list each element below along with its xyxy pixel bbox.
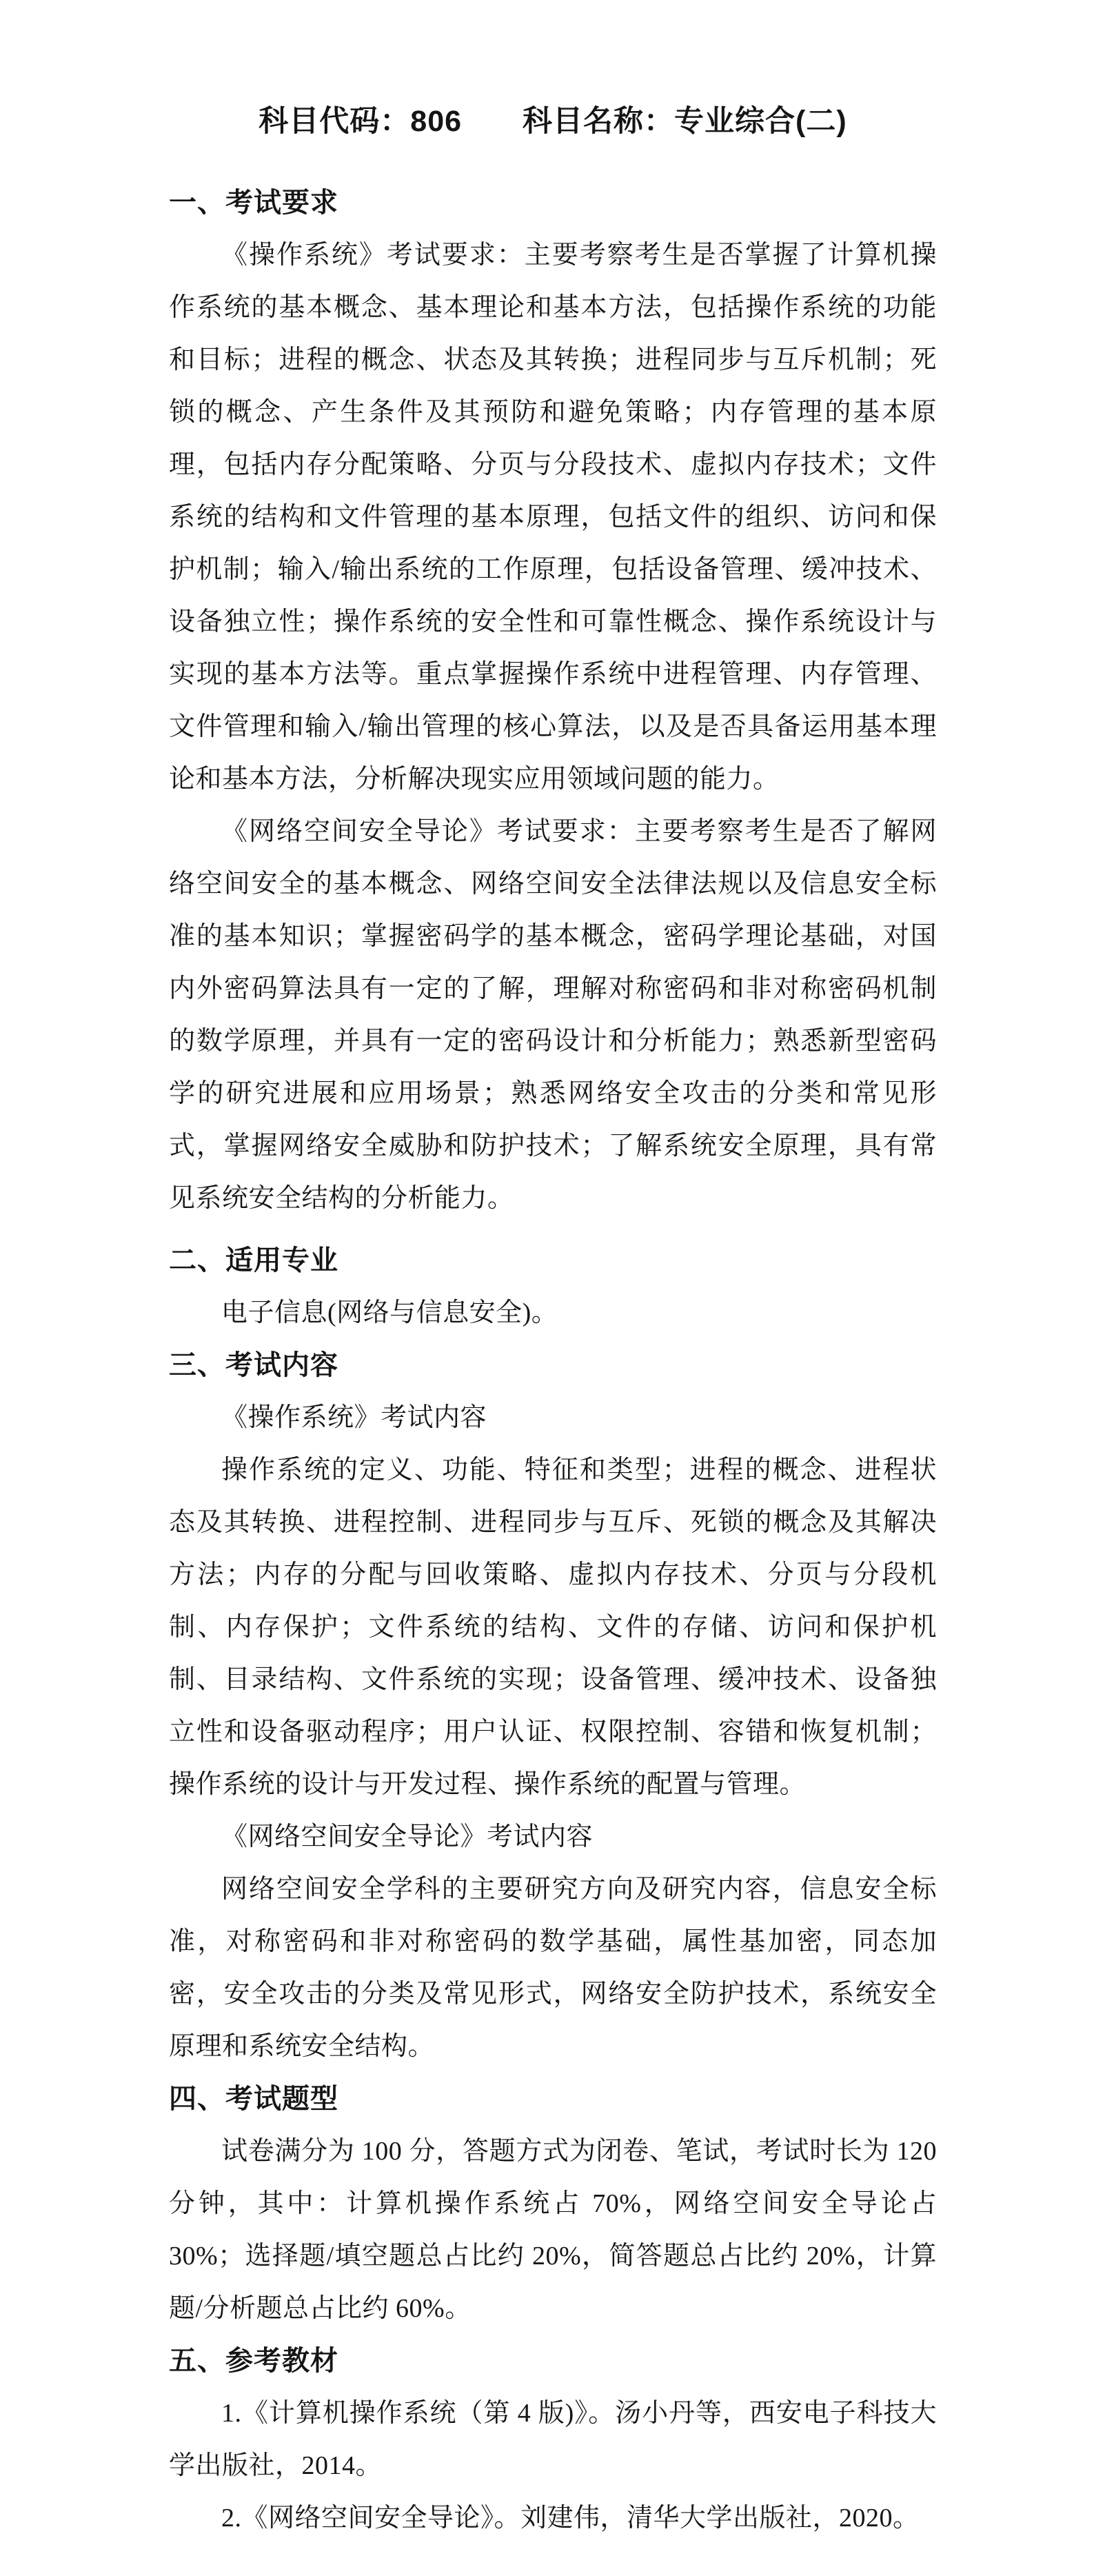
paragraph-reference-book-2: 2.《网络空间安全导论》。刘建伟，清华大学出版社，2020。 [221, 2504, 920, 2533]
section-reference-books [169, 2335, 937, 2544]
section-question-types [169, 2073, 937, 2335]
section-heading-applicable-majors: 二、适用专业 [169, 1245, 338, 1276]
paragraph-os-requirements: 《操作系统》考试要求：主要考察考生是否掌握了计算机操作系统的基本概念、基本理论和基本方法，包括操作系统的功能和目标；进程的概念、状态及其转换；进程同步与互斥机制；死锁的概念、产生条件及其预防和避免策略；内存管理的基本原理，包括内存分配策略、分页与分段技术、虚拟内存技术；文件系统的结构和文件管理的基本原理，包括文件的组织、访问和保护机制；输入/输出系统的工作原理，包括设备管理、缓冲技术、设备独立性；操作系统的安全性和可靠性概念、操作系统设计与实现的基本方法等。重点掌握操作系统中进程管理、内存管理、文件管理和输入/输出管理的核心算法，以及是否具备运用基本理论和基本方法，分析解决现实应用领域问题的能力。 [169, 241, 937, 794]
paragraph-os-content-label: 《操作系统》考试内容 [221, 1403, 487, 1432]
section-exam-content [169, 1339, 937, 2073]
section-heading-question-types: 四、考试题型 [169, 2084, 338, 2114]
paragraph-reference-book-1: 1.《计算机操作系统（第 4 版)》。汤小丹等，西安电子科技大学出版社，2014。 [169, 2399, 937, 2480]
section-exam-requirements [169, 177, 937, 1225]
paragraph-question-types: 试卷满分为 100 分，答题方式为闭卷、笔试，考试时长为 120 分钟，其中：计算机操作系统占 70%，网络空间安全导论占 30%；选择题/填空题总占比约 20%，简答题总占比约 20%，计算题/分析题总占比约 60%。 [169, 2137, 937, 2323]
section-heading-reference-books: 五、参考教材 [169, 2346, 338, 2376]
paragraph-os-content: 操作系统的定义、功能、特征和类型；进程的概念、进程状态及其转换、进程控制、进程同步与互斥、死锁的概念及其解决方法；内存的分配与回收策略、虚拟内存技术、分页与分段机制、内存保护；文件系统的结构、文件的存储、访问和保护机制、目录结构、文件系统的实现；设备管理、缓冲技术、设备独立性和设备驱动程序；用户认证、权限控制、容错和恢复机制；操作系统的设计与开发过程、操作系统的配置与管理。 [169, 1456, 937, 1799]
paragraph-cyberspace-content-label: 《网络空间安全导论》考试内容 [221, 1822, 594, 1851]
paragraph-cyberspace-requirements: 《网络空间安全导论》考试要求：主要考察考生是否了解网络空间安全的基本概念、网络空间安全法律法规以及信息安全标准的基本知识；掌握密码学的基本概念，密码学理论基础，对国内外密码算法具有一定的了解，理解对称密码和非对称密码机制的数学原理，并具有一定的密码设计和分析能力；熟悉新型密码学的研究进展和应用场景；熟悉网络安全攻击的分类和常见形式，掌握网络安全威胁和防护技术；了解系统安全原理，具有常见系统安全结构的分析能力。 [169, 817, 937, 1213]
paragraph-cyberspace-content: 网络空间安全学科的主要研究方向及研究内容，信息安全标准，对称密码和非对称密码的数学基础，属性基加密，同态加密，安全攻击的分类及常见形式，网络安全防护技术，系统安全原理和系统安全结构。 [169, 1875, 937, 2061]
section-heading-exam-content: 三、考试内容 [169, 1350, 338, 1380]
document-title: 科目代码：806 科目名称：专业综合(二) [259, 105, 847, 138]
section-heading-exam-requirements: 一、考试要求 [169, 188, 338, 218]
paragraph-majors: 电子信息(网络与信息安全)。 [221, 1298, 558, 1327]
section-applicable-majors [169, 1234, 937, 1339]
